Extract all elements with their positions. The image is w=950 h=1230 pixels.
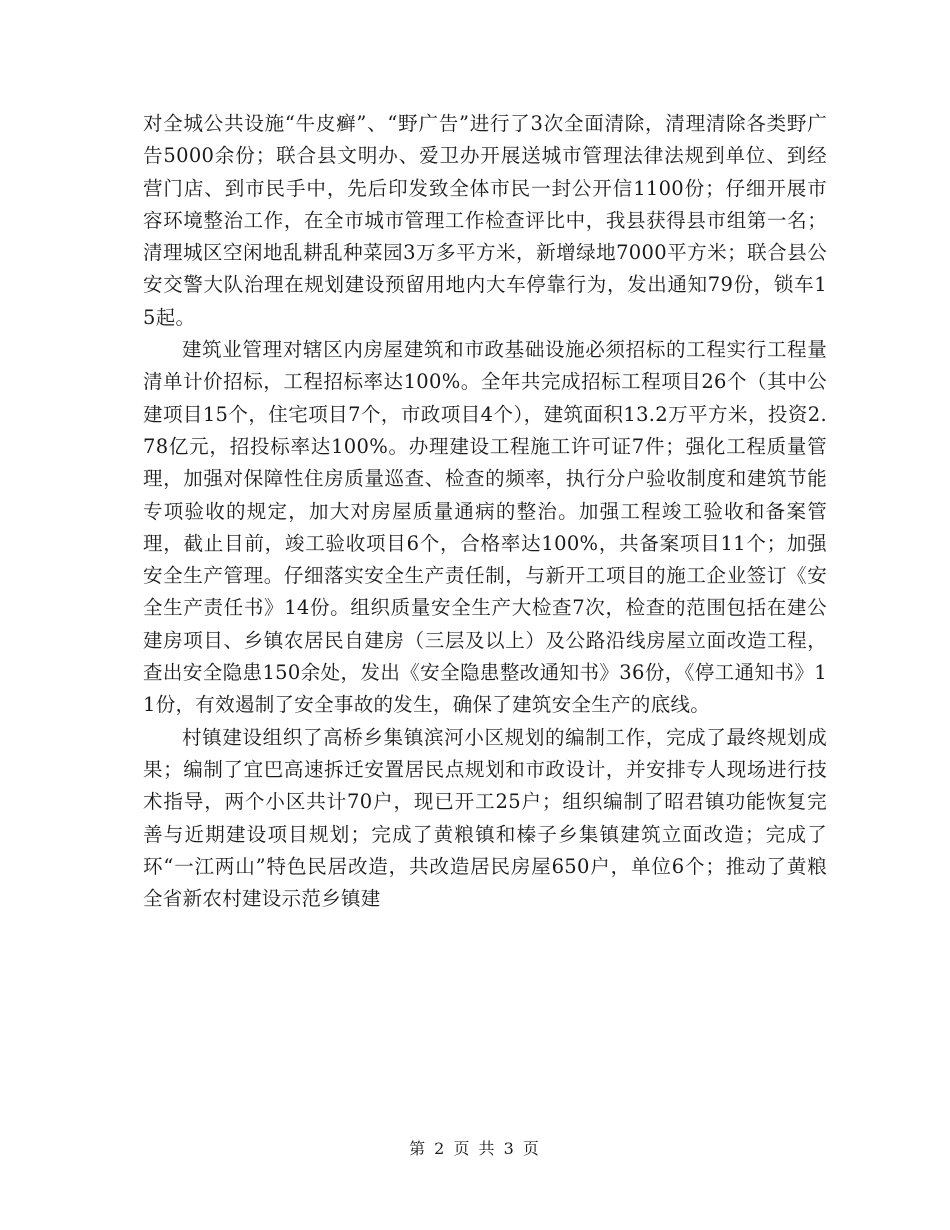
paragraph-city-management: 对全城公共设施“牛皮癣”、“野广告”进行了3次全面清除，清理清除各类野广告5000余份；联合县文明办、爱卫办开展送城市管理法律法规到单位、到经营门店、到市民手中，先后印发致全体市民一封公开信1100份；仔细开展市容环境整治工作，在全市城市管理工作检查评比中，我县获得县市组第一名；清理城区空闲地乱耕乱种菜园3万多平方米，新增绿地7000平方米；联合县公安交警大队治理在规划建设预留用地内大车停靠行为，发出通知79份，锁车15起。 [143,112,827,329]
paragraph-construction-management: 建筑业管理对辖区内房屋建筑和市政基础设施必须招标的工程实行工程量清单计价招标，工程招标率达100%。全年共完成招标工程项目26个（其中公建项目15个，住宅项目7个，市政项目4个），建筑面积13.2万平方米，投资2.78亿元，招投标率达100%。办理建设工程施工许可证7件；强化工程质量管理，加强对保障性住房质量巡查、检查的频率，执行分户验收制度和建筑节能专项验收的规定，加大对房屋质量通病的整治。加强工程竣工验收和备案管理，截止目前，竣工验收项目6个，合格率达100%，共备案项目11个；加强安全生产管理。仔细落实安全生产责任制，与新开工项目的施工企业签订《安全生产责任书》14份。组织质量安全生产大检查7次，检查的范围包括在建公建房项目、乡镇农居民自建房（三层及以上）及公路沿线房屋立面改造工程，查出安全隐患150余处，发出《安全隐患整改通知书》36份，《停工通知书》11份，有效遏制了安全事故的发生，确保了建筑安全生产的底线。 [143,338,827,717]
paragraph-village-town-construction: 村镇建设组织了高桥乡集镇滨河小区规划的编制工作，完成了最终规划成果；编制了宜巴高速拆迁安置居民点规划和市政设计，并安排专人现场进行技术指导，两个小区共计70户，现已开工25户；组织编制了昭君镇功能恢复完善与近期建设项目规划；完成了黄粮镇和榛子乡集镇建筑立面改造；完成了环“一江两山”特色民居改造，共改造居民房屋650户，单位6个；推动了黄粮全省新农村建设示范乡镇建 [143,725,827,911]
document-body [143,108,827,915]
page-number-footer: 第 2 页 共 3 页 [409,1139,541,1158]
